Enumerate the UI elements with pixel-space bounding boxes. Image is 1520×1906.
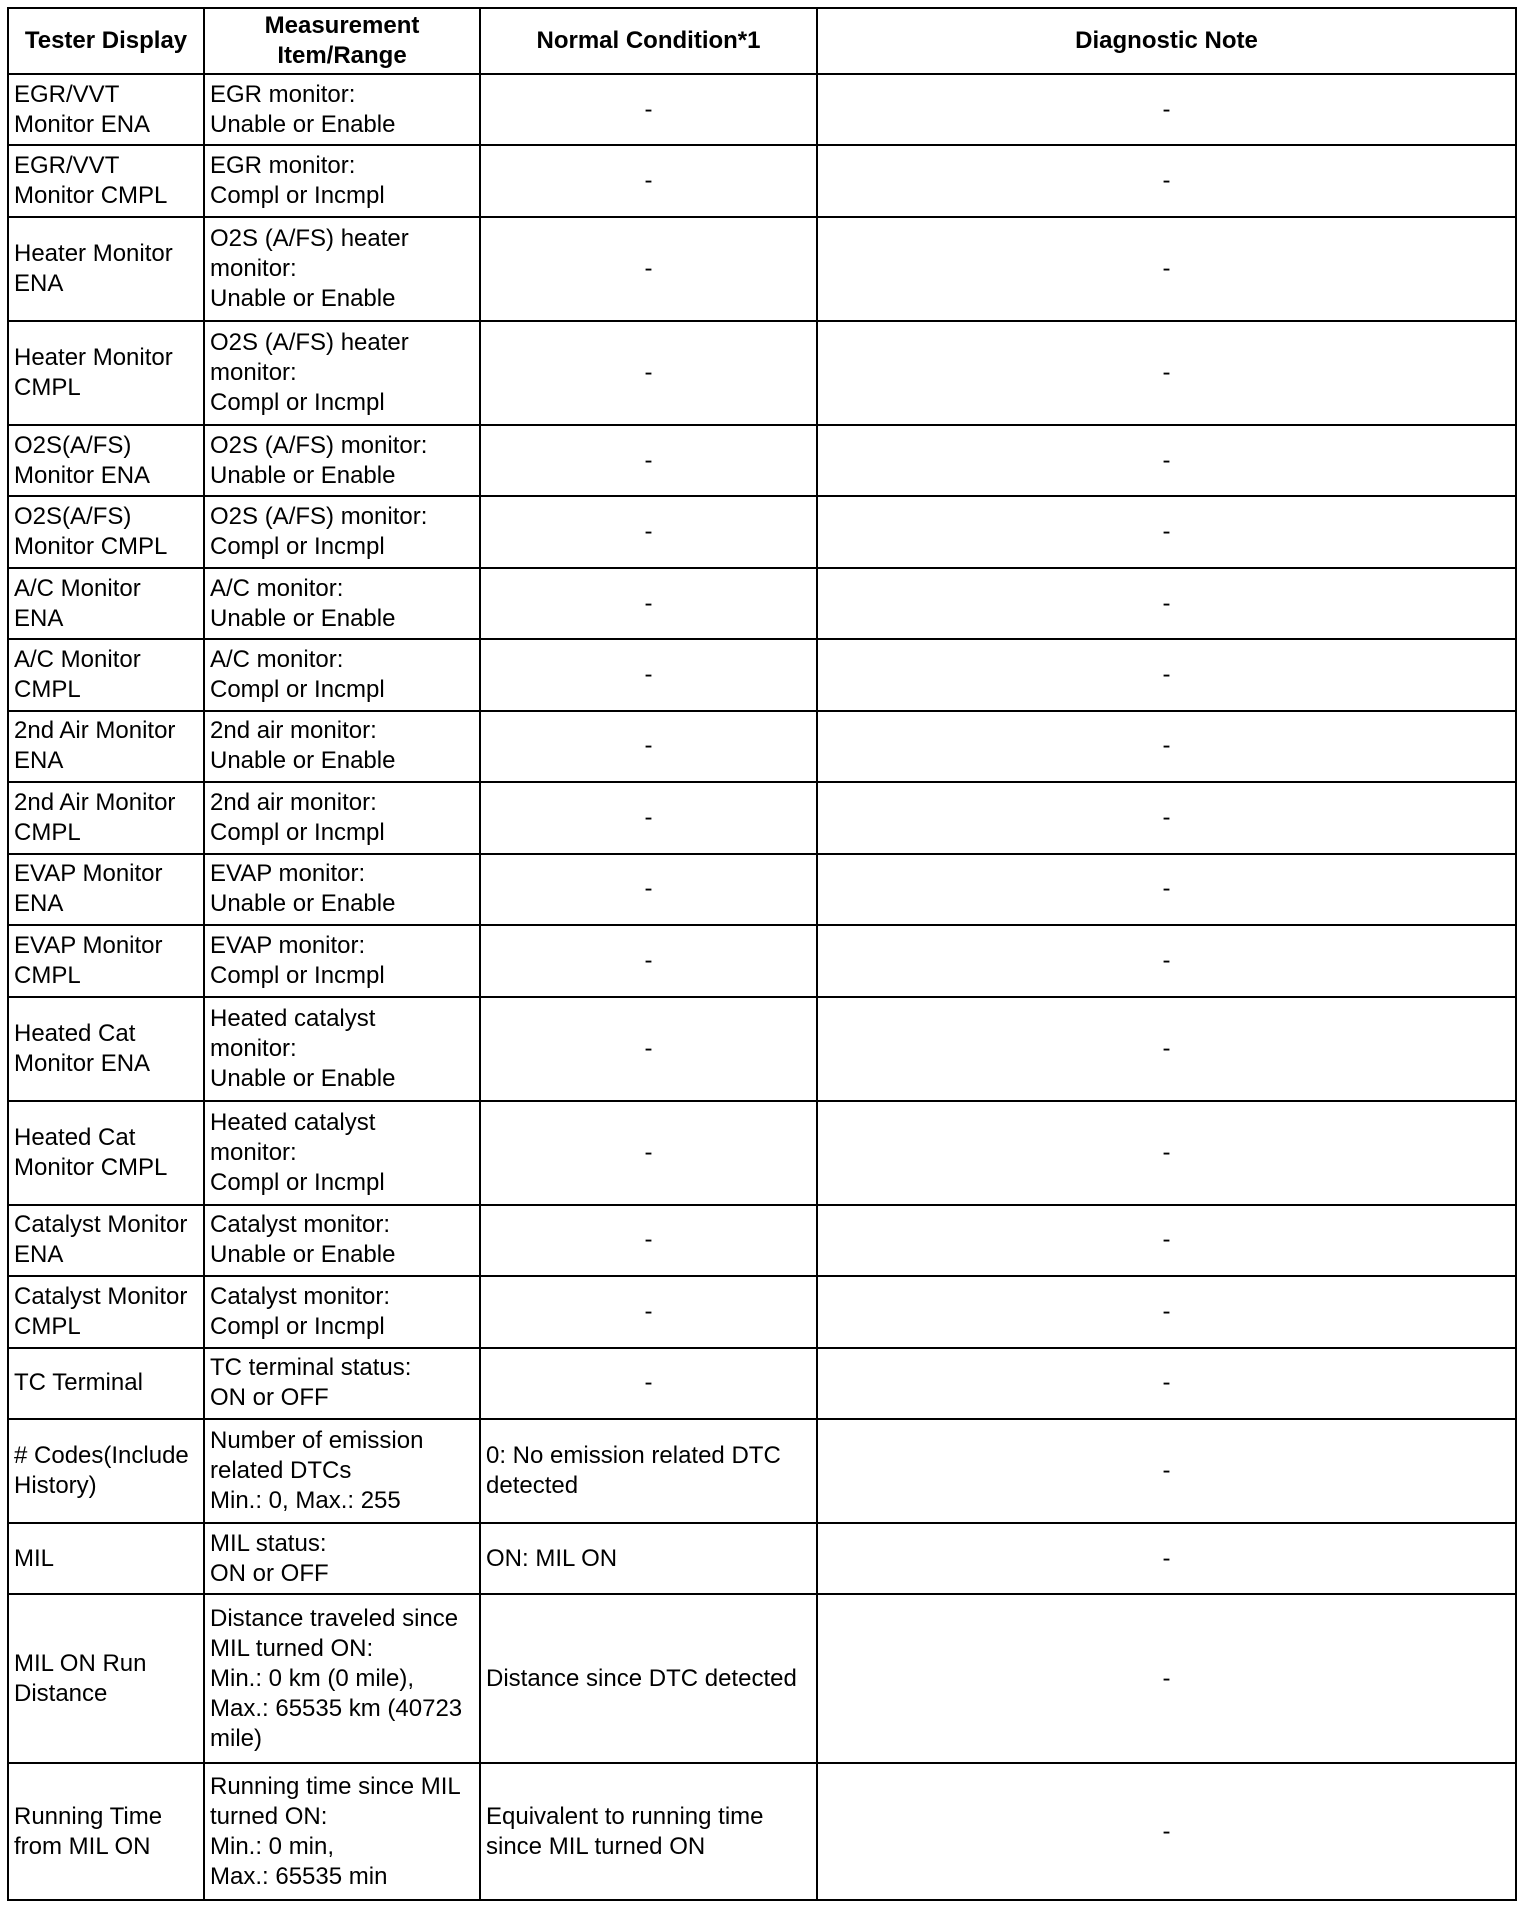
diagnostic-note-cell (817, 1276, 1516, 1347)
measurement-item-cell-text: Heated catalyst monitor: Unable or Enable (210, 1004, 396, 1092)
tester-display-cell (8, 1276, 204, 1347)
tester-display-cell (8, 1763, 204, 1900)
tester-display-cell (8, 639, 204, 710)
header-diagnostic-note: Diagnostic Note (817, 8, 1516, 74)
measurement-item-cell-text: Catalyst monitor: Unable or Enable (210, 1211, 396, 1269)
normal-condition-cell (480, 74, 817, 145)
diagnostic-note-cell (817, 711, 1516, 782)
normal-condition-cell (480, 782, 817, 853)
measurement-item-cell (204, 782, 480, 853)
measurement-item-cell (204, 217, 480, 321)
diagnostic-note-cell (817, 74, 1516, 145)
tester-display-cell-text: A/C Monitor CMPL (14, 646, 141, 704)
tester-display-cell-text: TC Terminal (14, 1369, 143, 1397)
diagnostic-note-cell-text: - (1162, 95, 1171, 123)
measurement-item-cell (204, 997, 480, 1101)
normal-condition-cell-text: Distance since DTC detected (486, 1664, 797, 1692)
normal-condition-cell-text: - (644, 1369, 653, 1397)
diagnostic-note-cell (817, 854, 1516, 925)
tester-display-cell (8, 145, 204, 216)
table-row (8, 74, 1516, 145)
table-row (8, 568, 1516, 639)
normal-condition-cell (480, 1594, 817, 1763)
measurement-item-cell (204, 1523, 480, 1594)
diagnostic-note-cell (817, 1763, 1516, 1900)
table-row (8, 1763, 1516, 1900)
table-row (8, 925, 1516, 996)
table-row (8, 997, 1516, 1101)
measurement-item-cell-text: A/C monitor: Unable or Enable (210, 574, 396, 632)
normal-condition-cell (480, 1101, 817, 1205)
diagnostic-note-cell (817, 1348, 1516, 1419)
normal-condition-cell-text: - (644, 803, 653, 831)
measurement-item-cell (204, 496, 480, 567)
table-row (8, 1419, 1516, 1523)
header-tester-display: Tester Display (8, 8, 204, 74)
normal-condition-cell (480, 639, 817, 710)
measurement-item-cell (204, 321, 480, 425)
normal-condition-cell (480, 925, 817, 996)
tester-display-cell (8, 1101, 204, 1205)
tester-display-cell (8, 711, 204, 782)
tester-display-cell-text: Heated Cat Monitor CMPL (14, 1123, 168, 1181)
diagnostic-note-cell-text: - (1162, 1138, 1171, 1166)
normal-condition-cell (480, 496, 817, 567)
table-row (8, 1101, 1516, 1205)
normal-condition-cell-text: - (644, 1297, 653, 1325)
tester-display-cell-text: EGR/VVT Monitor ENA (14, 80, 151, 138)
measurement-item-cell-text: A/C monitor: Compl or Incmpl (210, 646, 385, 704)
diagnostic-note-cell (817, 145, 1516, 216)
normal-condition-cell-text: - (644, 732, 653, 760)
normal-condition-cell-text: - (644, 1226, 653, 1254)
header-normal-condition: Normal Condition*1 (480, 8, 817, 74)
diagnostic-note-cell-text: - (1162, 254, 1171, 282)
tester-display-cell-text: # Codes(Include History) (14, 1441, 189, 1499)
diagnostic-note-cell (817, 1594, 1516, 1763)
tester-display-cell (8, 1419, 204, 1523)
tester-display-cell-text: EGR/VVT Monitor CMPL (14, 152, 168, 210)
measurement-item-cell (204, 854, 480, 925)
diagnostic-note-cell-text: - (1162, 1664, 1171, 1692)
tester-display-cell (8, 782, 204, 853)
normal-condition-cell-text: Equivalent to running time since MIL turned ON (486, 1802, 764, 1860)
tester-display-cell-text: Running Time from MIL ON (14, 1802, 163, 1860)
diagnostic-note-cell-text: - (1162, 1817, 1171, 1845)
measurement-item-cell-text: O2S (A/FS) monitor: Unable or Enable (210, 431, 428, 489)
measurement-item-cell (204, 711, 480, 782)
measurement-item-cell (204, 925, 480, 996)
measurement-item-cell-text: O2S (A/FS) monitor: Compl or Incmpl (210, 503, 428, 561)
diagnostic-note-cell (817, 496, 1516, 567)
normal-condition-cell (480, 217, 817, 321)
normal-condition-cell-text: ON: MIL ON (486, 1544, 618, 1572)
tester-display-cell-text: A/C Monitor ENA (14, 574, 141, 632)
normal-condition-cell-text: - (644, 254, 653, 282)
diagnostic-note-cell (817, 321, 1516, 425)
tester-display-cell-text: EVAP Monitor ENA (14, 860, 163, 918)
normal-condition-cell (480, 854, 817, 925)
normal-condition-cell (480, 1419, 817, 1523)
diagnostic-note-cell-text: - (1162, 661, 1171, 689)
measurement-item-cell-text: Number of emission related DTCs Min.: 0, Max.: 255 (210, 1426, 424, 1514)
diagnostic-note-cell-text: - (1162, 803, 1171, 831)
measurement-item-cell (204, 1101, 480, 1205)
measurement-item-cell (204, 568, 480, 639)
table-row (8, 1523, 1516, 1594)
diagnostic-note-cell (817, 997, 1516, 1101)
normal-condition-cell (480, 321, 817, 425)
measurement-item-cell-text: EVAP monitor: Compl or Incmpl (210, 931, 385, 989)
diagnostic-note-cell (817, 782, 1516, 853)
normal-condition-cell (480, 1763, 817, 1900)
table-row (8, 145, 1516, 216)
diagnostic-note-cell (817, 1523, 1516, 1594)
table-row (8, 854, 1516, 925)
diagnostic-note-cell-text: - (1162, 358, 1171, 386)
measurement-item-cell (204, 1205, 480, 1276)
table-row (8, 425, 1516, 496)
header-row (8, 8, 1516, 74)
measurement-item-cell-text: 2nd air monitor: Unable or Enable (210, 717, 396, 775)
normal-condition-cell-text: - (644, 589, 653, 617)
tester-display-cell-text: 2nd Air Monitor ENA (14, 717, 176, 775)
table-row (8, 496, 1516, 567)
measurement-item-cell-text: EGR monitor: Compl or Incmpl (210, 152, 385, 210)
measurement-item-cell (204, 74, 480, 145)
measurement-item-cell-text: Running time since MIL turned ON: Min.: 0 min, Max.: 65535 min (210, 1772, 461, 1890)
measurement-item-cell (204, 145, 480, 216)
measurement-item-cell (204, 1763, 480, 1900)
tester-display-cell-text: EVAP Monitor CMPL (14, 931, 163, 989)
measurement-item-cell-text: Distance traveled since MIL turned ON: Min.: 0 km (0 mile), Max.: 65535 km (40723 mile) (210, 1604, 463, 1752)
normal-condition-cell (480, 568, 817, 639)
diagnostic-note-cell (817, 568, 1516, 639)
tester-display-cell (8, 1205, 204, 1276)
normal-condition-cell (480, 1276, 817, 1347)
diagnostic-note-cell-text: - (1162, 518, 1171, 546)
table-row (8, 1276, 1516, 1347)
diagnostic-note-cell-text: - (1162, 1226, 1171, 1254)
normal-condition-cell-text: - (644, 167, 653, 195)
measurement-item-cell-text: 2nd air monitor: Compl or Incmpl (210, 788, 385, 846)
normal-condition-cell-text: - (644, 1034, 653, 1062)
normal-condition-cell-text: - (644, 946, 653, 974)
table-row (8, 321, 1516, 425)
normal-condition-cell-text: - (644, 358, 653, 386)
normal-condition-cell-text: - (644, 95, 653, 123)
measurement-item-cell (204, 425, 480, 496)
table-row (8, 1348, 1516, 1419)
tester-display-cell (8, 854, 204, 925)
diagnostic-note-cell (817, 1419, 1516, 1523)
normal-condition-cell-text: 0: No emission related DTC detected (486, 1441, 781, 1499)
tester-display-cell-text: 2nd Air Monitor CMPL (14, 788, 176, 846)
measurement-item-cell (204, 639, 480, 710)
header-measurement-item: Measurement Item/Range (204, 8, 480, 74)
normal-condition-cell-text: - (644, 518, 653, 546)
tester-display-cell (8, 425, 204, 496)
diagnostic-note-cell-text: - (1162, 732, 1171, 760)
tester-display-cell (8, 568, 204, 639)
normal-condition-cell (480, 425, 817, 496)
tester-display-cell (8, 1523, 204, 1594)
normal-condition-cell-text: - (644, 661, 653, 689)
tester-display-cell-text: Catalyst Monitor CMPL (14, 1282, 188, 1340)
diagnostic-note-cell-text: - (1162, 1034, 1171, 1062)
diagnostic-note-cell (817, 425, 1516, 496)
normal-condition-cell (480, 1348, 817, 1419)
diagnostic-note-cell-text: - (1162, 946, 1171, 974)
normal-condition-cell (480, 145, 817, 216)
measurement-item-cell-text: TC terminal status: ON or OFF (210, 1354, 412, 1412)
tester-display-cell-text: Heated Cat Monitor ENA (14, 1019, 151, 1077)
tester-display-cell (8, 321, 204, 425)
diagnostic-note-cell-text: - (1162, 1297, 1171, 1325)
tester-display-cell (8, 1348, 204, 1419)
diagnostic-note-cell (817, 925, 1516, 996)
tester-display-cell-text: O2S(A/FS) Monitor CMPL (14, 503, 168, 561)
diagnostic-note-cell (817, 1101, 1516, 1205)
normal-condition-cell (480, 1523, 817, 1594)
tester-display-cell-text: O2S(A/FS) Monitor ENA (14, 431, 151, 489)
normal-condition-cell-text: - (644, 875, 653, 903)
diagnostic-note-cell (817, 639, 1516, 710)
tester-display-cell (8, 496, 204, 567)
measurement-item-cell (204, 1594, 480, 1763)
normal-condition-cell-text: - (644, 1138, 653, 1166)
diagnostic-note-cell-text: - (1162, 1456, 1171, 1484)
table-row (8, 711, 1516, 782)
table-row (8, 217, 1516, 321)
tester-display-cell (8, 1594, 204, 1763)
measurement-item-cell-text: MIL status: ON or OFF (210, 1529, 329, 1587)
diagnostic-note-cell (817, 1205, 1516, 1276)
tester-display-cell (8, 997, 204, 1101)
tester-display-cell (8, 74, 204, 145)
table-row (8, 782, 1516, 853)
table-row (8, 1205, 1516, 1276)
tester-display-cell (8, 217, 204, 321)
measurement-item-cell-text: EVAP monitor: Unable or Enable (210, 860, 396, 918)
table-row (8, 1594, 1516, 1763)
normal-condition-cell-text: - (644, 446, 653, 474)
table-row (8, 639, 1516, 710)
diagnostic-note-cell-text: - (1162, 1544, 1171, 1572)
normal-condition-cell (480, 1205, 817, 1276)
tester-display-cell-text: Catalyst Monitor ENA (14, 1211, 188, 1269)
data-list-table (7, 7, 1517, 1901)
diagnostic-note-cell-text: - (1162, 446, 1171, 474)
tester-display-cell-text: MIL ON Run Distance (14, 1649, 147, 1707)
tester-display-cell-text: Heater Monitor ENA (14, 239, 173, 297)
measurement-item-cell-text: O2S (A/FS) heater monitor: Unable or Enable (210, 224, 409, 312)
measurement-item-cell (204, 1348, 480, 1419)
diagnostic-note-cell-text: - (1162, 1369, 1171, 1397)
diagnostic-note-cell (817, 217, 1516, 321)
measurement-item-cell (204, 1276, 480, 1347)
measurement-item-cell-text: Catalyst monitor: Compl or Incmpl (210, 1282, 391, 1340)
normal-condition-cell (480, 997, 817, 1101)
measurement-item-cell-text: O2S (A/FS) heater monitor: Compl or Incmpl (210, 328, 409, 416)
diagnostic-note-cell-text: - (1162, 875, 1171, 903)
tester-display-cell-text: MIL (14, 1544, 55, 1572)
normal-condition-cell (480, 711, 817, 782)
measurement-item-cell (204, 1419, 480, 1523)
diagnostic-note-cell-text: - (1162, 167, 1171, 195)
measurement-item-cell-text: Heated catalyst monitor: Compl or Incmpl (210, 1108, 385, 1196)
tester-display-cell-text: Heater Monitor CMPL (14, 343, 173, 401)
tester-display-cell (8, 925, 204, 996)
measurement-item-cell-text: EGR monitor: Unable or Enable (210, 80, 396, 138)
diagnostic-note-cell-text: - (1162, 589, 1171, 617)
